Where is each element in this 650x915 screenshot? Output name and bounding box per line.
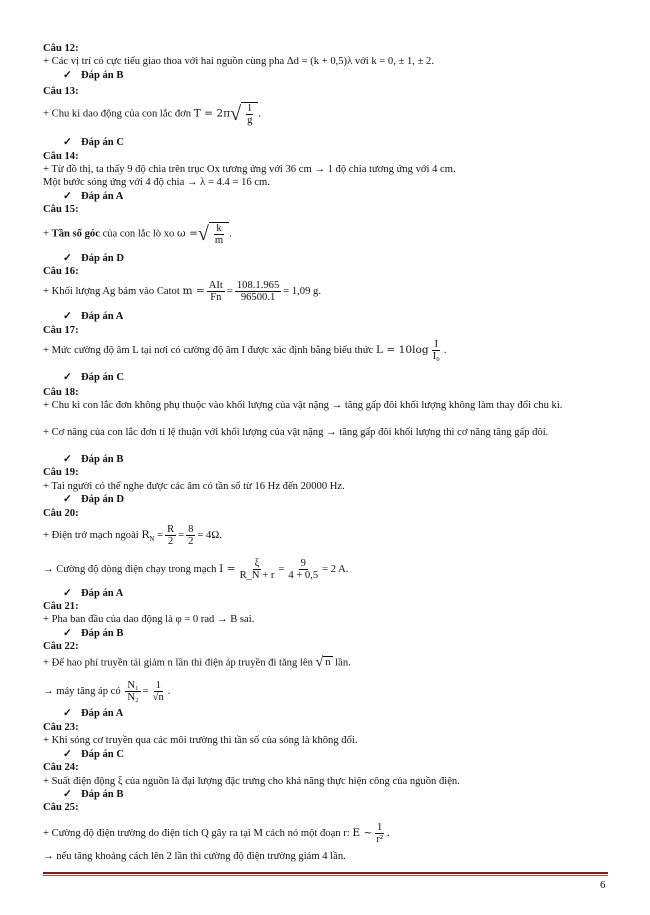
question-24-text: + Suất điện động ξ của nguồn là đại lượng đặc trưng cho khả năng thực hiện công của nguồn điện. — [43, 776, 460, 787]
question-19-label: Câu 19: — [43, 467, 79, 478]
question-25-line-2: → nếu tăng khoảng cách lên 2 lần thì cường độ điện trường giảm 4 lần. — [43, 851, 346, 862]
question-15-answer: ✓ Đáp án D — [63, 253, 124, 264]
check-icon: ✓ — [63, 311, 72, 322]
question-13-text: + Chu kì dao động của con lắc đơn T = 2π √ $\frac{l}{g}$ . — [43, 103, 262, 126]
check-icon: ✓ — [63, 708, 72, 719]
footer-rule — [43, 872, 608, 874]
question-16-text: + Khối lượng Ag bám vào Catot m = $\frac{\text{AIt}}{Fn}$ = $\frac{108.1.965}{96500.1}$ = 1,09 g. — [43, 280, 321, 303]
question-14-label: Câu 14: — [43, 151, 79, 162]
question-24-answer: ✓ Đáp án B — [63, 789, 124, 800]
question-22-line-2: → máy tăng áp có $\frac{\text{N₁}}{\text{N₂}}$ = $\frac{1}{√n}$ . — [43, 680, 171, 703]
question-21-label: Câu 21: — [43, 601, 79, 612]
question-14-line-1: + Từ đồ thị, ta thấy 9 độ chia trên trục Ox tương ứng với 36 cm → 1 độ chia tương ứng với 4 cm. — [43, 164, 456, 175]
check-icon: ✓ — [63, 372, 72, 383]
question-17-label: Câu 17: — [43, 325, 79, 336]
question-13-label: Câu 13: — [43, 86, 79, 97]
check-icon: ✓ — [63, 588, 72, 599]
question-20-label: Câu 20: — [43, 508, 79, 519]
question-15-text: + Tần số góc của con lắc lò xo ω = √ $\frac{k}{m}$ . — [43, 223, 232, 246]
question-17-text: + Mức cường độ âm L tại nơi có cường độ âm I được xác định bằng biểu thức L = 10log $\frac{I}{\text{I₀}}$ . — [43, 339, 447, 362]
question-22-line-1: + Để hao phí truyền tải giảm n lần thì điện áp truyền đi tăng lên √ n lần. — [43, 655, 351, 670]
question-24-label: Câu 24: — [43, 762, 79, 773]
question-20-answer: ✓ Đáp án A — [63, 588, 124, 599]
question-18-answer: ✓ Đáp án B — [63, 454, 124, 465]
question-18-para-2: + Cơ năng của con lắc đơn tỉ lệ thuận với khối lượng của vật nặng → tăng gấp đôi khối lượng thì cơ năng tăng gấp đôi. — [43, 427, 549, 438]
question-12-text: + Các vị trí có cực tiểu giao thoa với hai nguồn cùng pha Δd = (k + 0,5)λ với k = 0, ± 1, ± 2. — [43, 56, 434, 67]
question-12-answer: ✓ Đáp án B — [63, 70, 124, 81]
check-icon: ✓ — [63, 494, 72, 505]
footer-rule-thin — [43, 875, 608, 876]
check-icon: ✓ — [63, 137, 72, 148]
check-icon: ✓ — [63, 253, 72, 264]
question-19-text: + Tai người có thể nghe được các âm có tần số từ 16 Hz đến 20000 Hz. — [43, 481, 345, 492]
question-23-text: + Khi sóng cơ truyền qua các môi trường thì tần số của sóng là không đổi. — [43, 735, 358, 746]
question-12-label: Câu 12: — [43, 43, 79, 54]
question-15-label: Câu 15: — [43, 204, 79, 215]
question-19-answer: ✓ Đáp án D — [63, 494, 124, 505]
question-21-text: + Pha ban đầu của dao động là φ = 0 rad → B sai. — [43, 614, 255, 625]
page-number: 6 — [600, 879, 606, 891]
question-13-answer: ✓ Đáp án C — [63, 137, 124, 148]
question-25-line-1: + Cường độ điện trường do điện tích Q gây ra tại M cách nó một đoạn r: E ~ $\frac{1}{\text{r²}}$ . — [43, 822, 390, 845]
question-14-line-2: Một bước sóng ứng với 4 độ chia → λ = 4.4 = 16 cm. — [43, 177, 270, 188]
question-18-label: Câu 18: — [43, 387, 79, 398]
question-21-answer: ✓ Đáp án B — [63, 628, 124, 639]
check-icon: ✓ — [63, 628, 72, 639]
question-18-para-1: + Chu kì con lắc đơn không phụ thuộc vào khối lượng của vật nặng → tăng gấp đôi khối lượng không làm thay đổi chu kì. — [43, 400, 563, 411]
check-icon: ✓ — [63, 454, 72, 465]
check-icon: ✓ — [63, 789, 72, 800]
question-23-label: Câu 23: — [43, 722, 79, 733]
question-22-label: Câu 22: — [43, 641, 79, 652]
question-25-label: Câu 25: — [43, 802, 79, 813]
question-16-label: Câu 16: — [43, 266, 79, 277]
check-icon: ✓ — [63, 749, 72, 760]
question-17-answer: ✓ Đáp án C — [63, 372, 124, 383]
check-icon: ✓ — [63, 70, 72, 81]
question-23-answer: ✓ Đáp án C — [63, 749, 124, 760]
question-22-answer: ✓ Đáp án A — [63, 708, 124, 719]
check-icon: ✓ — [63, 191, 72, 202]
question-14-answer: ✓ Đáp án A — [63, 191, 124, 202]
question-20-line-2: → Cường độ dòng điện chạy trong mạch I = $\frac{\xi}{R\_N + r}$ = $\frac{9}{4 + 0,5}$ = 2 A. — [43, 558, 349, 581]
question-16-answer: ✓ Đáp án A — [63, 311, 124, 322]
question-20-line-1: + Điện trở mạch ngoài $R_N$ = $\frac{R}{2}$ = $\frac{8}{2}$ = 4Ω. — [43, 524, 222, 547]
